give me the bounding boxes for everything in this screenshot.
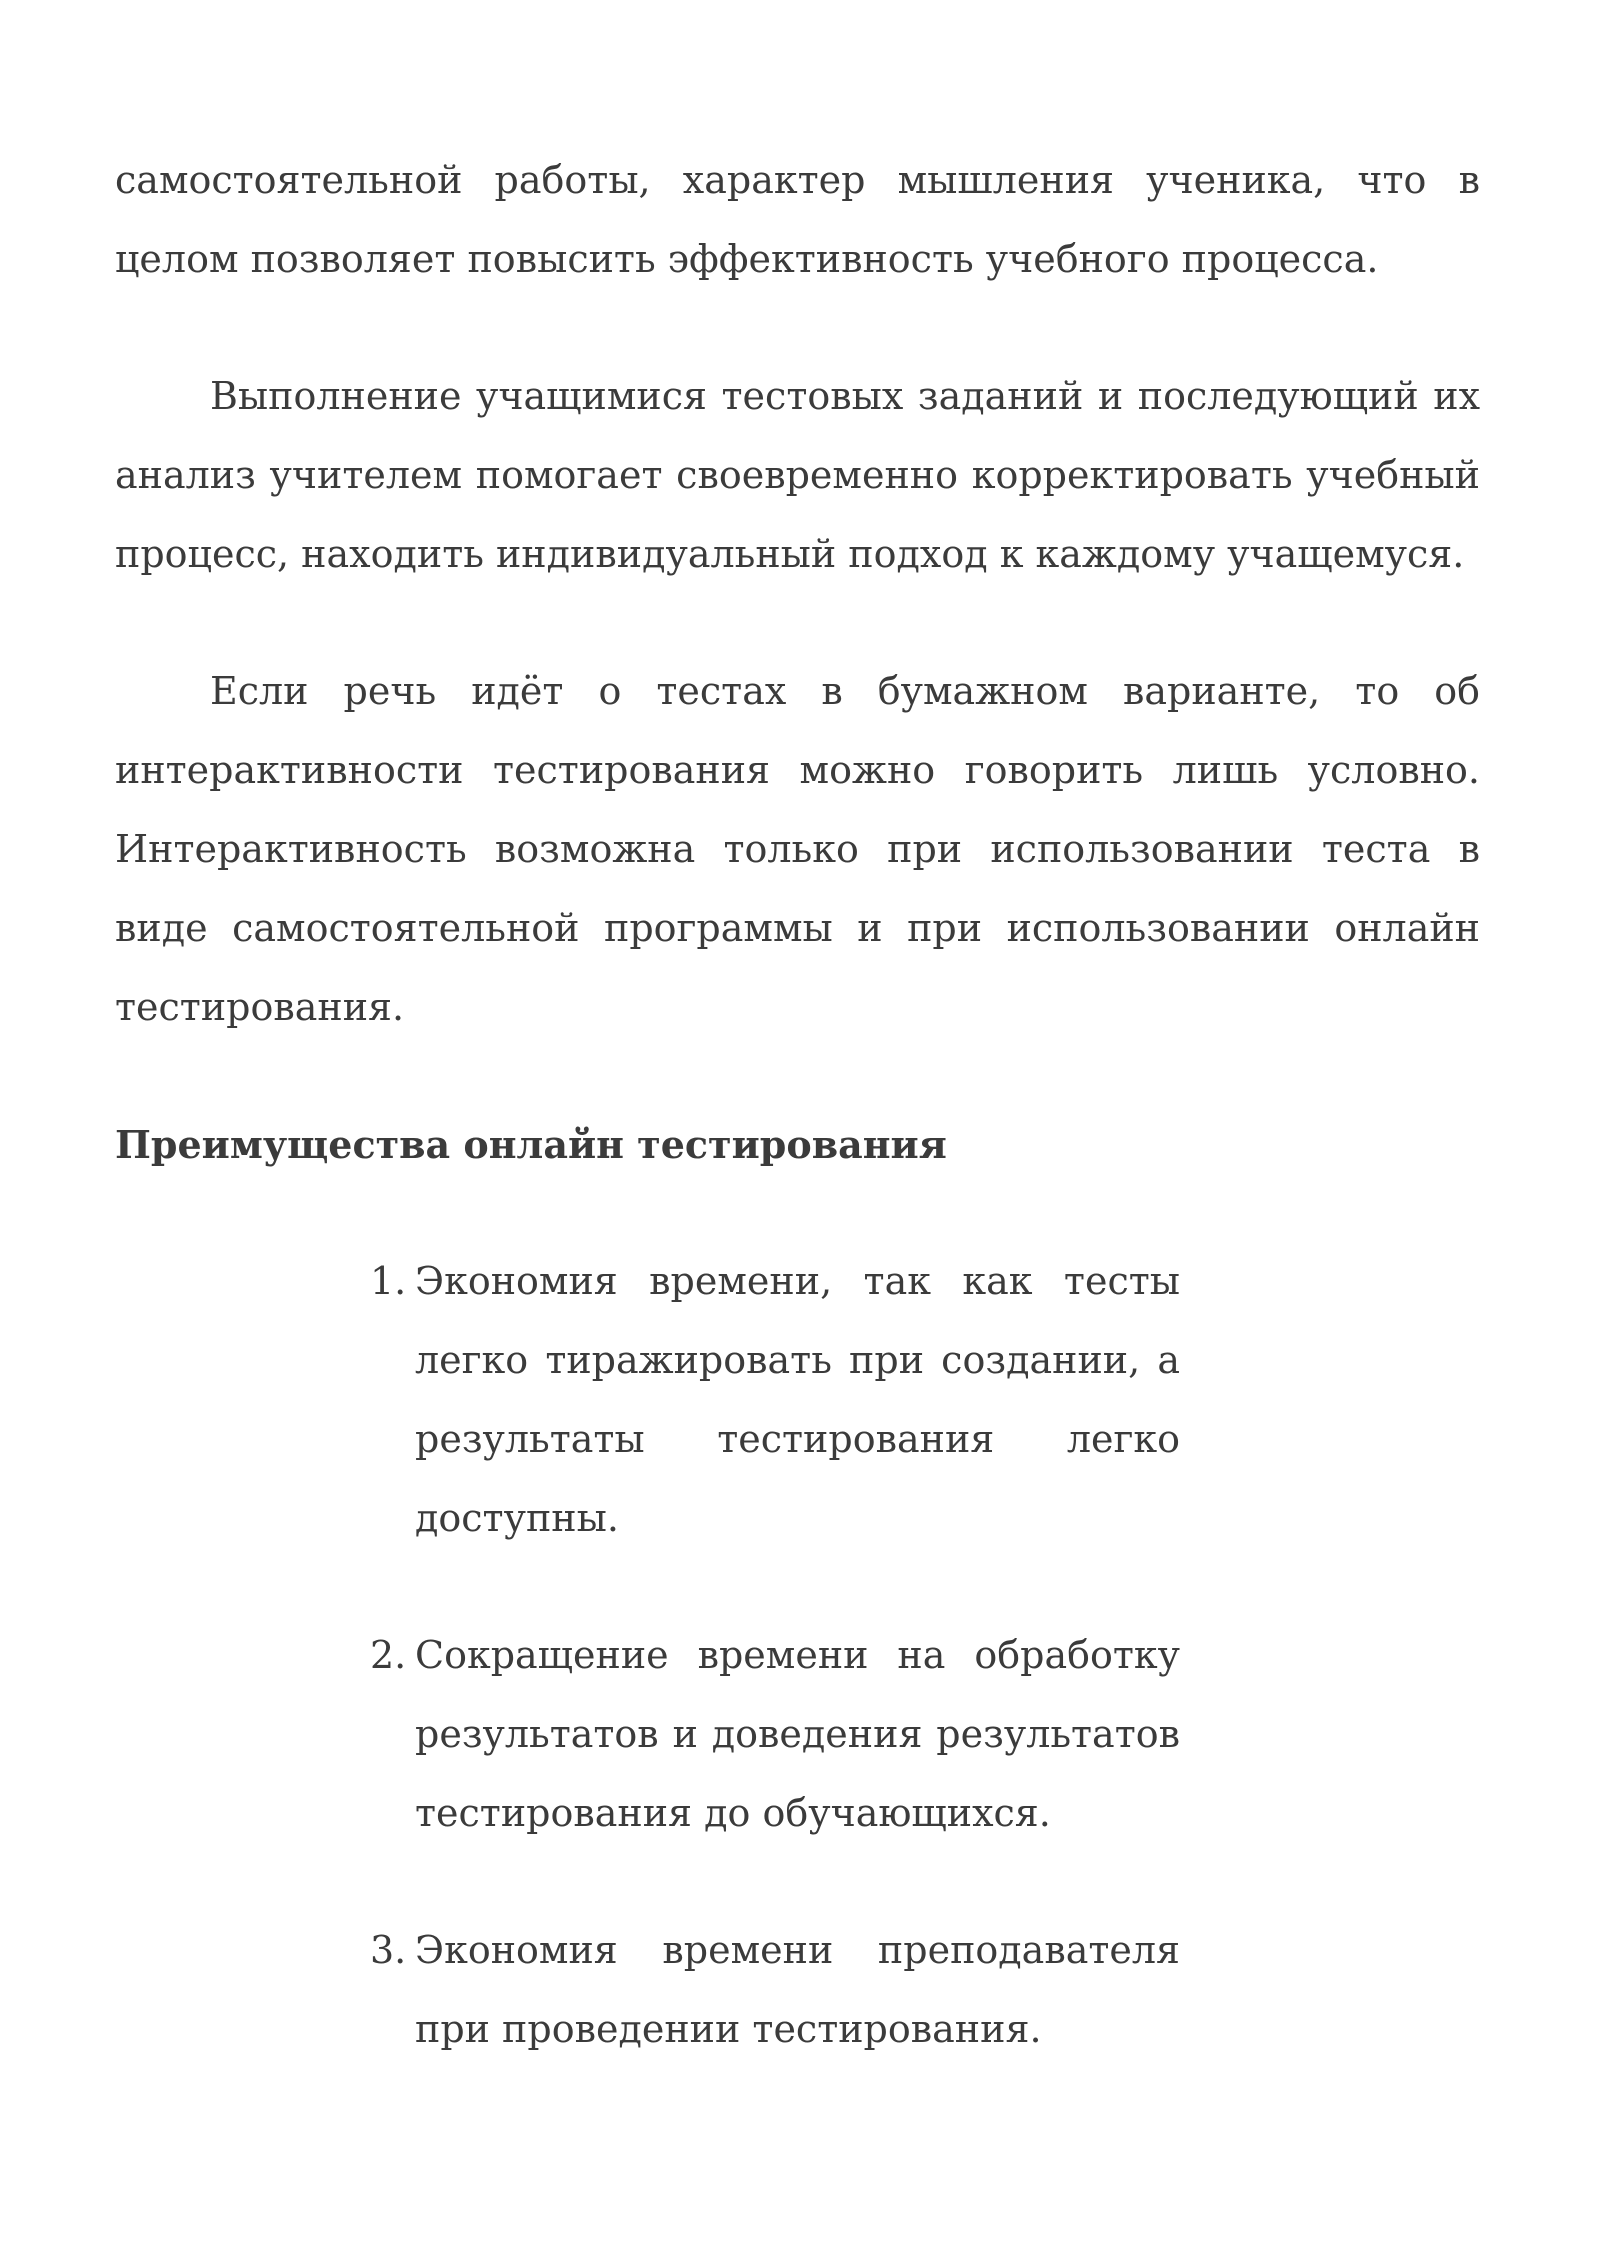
paragraph-spacer <box>115 594 1480 652</box>
list-item-number: 3. <box>370 1928 407 1972</box>
list-spacer <box>365 1558 1293 1616</box>
list-item <box>365 1911 1180 2069</box>
list-item-number: 1. <box>370 1259 407 1303</box>
list-item <box>365 1242 1180 1558</box>
list-item-text: Экономия времени, так как тесты легко тиражировать при создании, а результаты тестирования легко доступны. <box>415 1259 1180 1540</box>
paragraph-1: самостоятельной работы, характер мышления ученика, что в целом позволяет повысить эффективность учебного процесса. <box>115 158 1480 281</box>
paragraph-2: Выполнение учащимися тестовых заданий и последующий их анализ учителем помогает своевременно корректировать учебный процесс, находить индивидуальный подход к каждому учащемуся. <box>115 374 1480 576</box>
list-item-number: 2. <box>370 1633 407 1677</box>
section-heading: Преимущества онлайн тестирования <box>115 1122 947 1167</box>
paragraph-3: Если речь идёт о тестах в бумажном варианте, то об интерактивности тестирования можно говорить лишь условно. Интерактивность возможна только при использовании теста в виде самостоятельной программы и при использовании онлайн тестирования. <box>115 669 1480 1029</box>
list-item-text: Экономия времени преподавателя при проведении тестирования. <box>415 1928 1180 2051</box>
advantages-list <box>365 1242 1293 2069</box>
list-spacer <box>365 1853 1293 1911</box>
list-item-text: Сокращение времени на обработку результатов и доведения результатов тестирования до обучающихся. <box>415 1633 1180 1835</box>
paragraph-spacer <box>115 299 1480 357</box>
document-content <box>115 141 1480 2069</box>
list-item <box>365 1616 1180 1853</box>
paragraph-spacer <box>115 1047 1480 1105</box>
heading-spacer <box>115 1184 1480 1242</box>
